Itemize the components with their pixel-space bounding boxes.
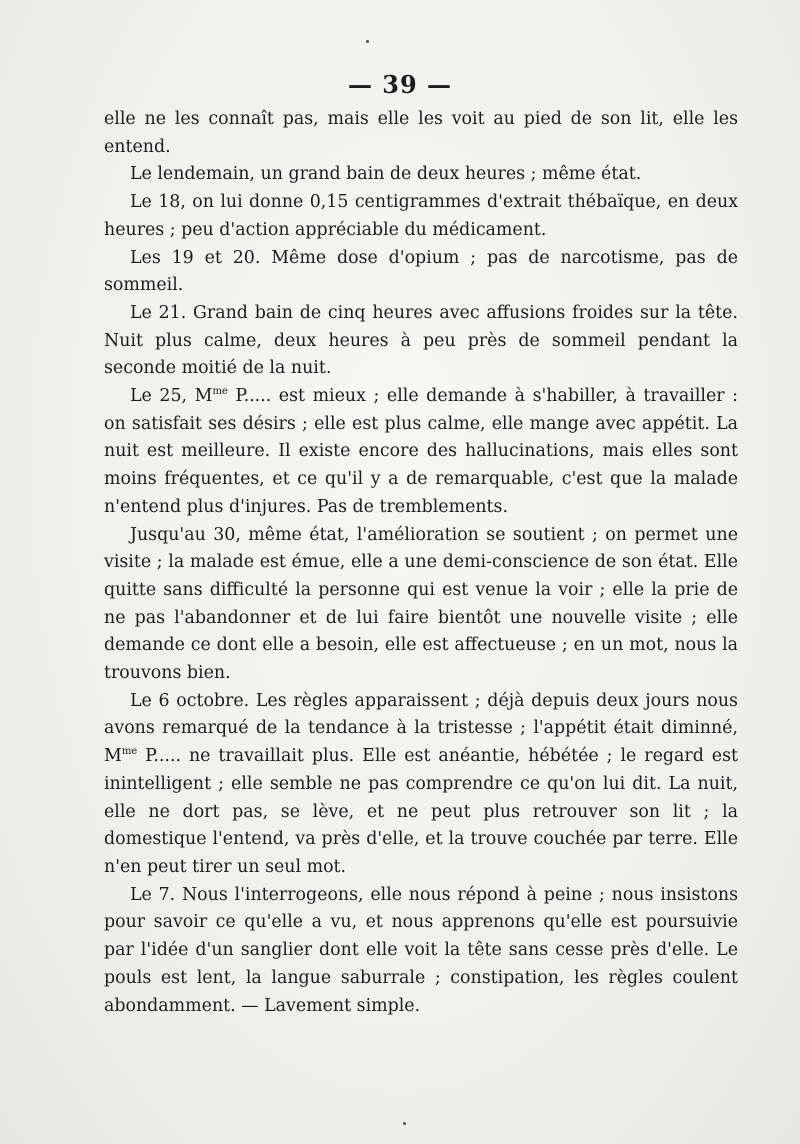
superscript-me: me <box>212 386 228 398</box>
paragraph-lead: Le 25, M <box>130 386 213 407</box>
ink-speck <box>366 40 369 43</box>
paragraph: Le 18, on lui donne 0,15 centigrammes d'extrait thébaïque, en deux heures ; peu d'action appréciable du médicament. <box>104 192 738 240</box>
body-text <box>104 106 738 1020</box>
ink-speck <box>403 1122 406 1125</box>
paragraph-body: P..... ne travaillait plus. Elle est anéantie, hébétée ; le regard est inintelligent ; elle semble ne pas comprendre ce qu'on lui dit. La nuit, elle ne dort pas, se lève, et ne peut plus retrouver son lit ; la domestique l'entend, va près d'elle, et la trouve couchée par terre. Elle n'en peut tirer un seul mot. <box>104 746 738 877</box>
paragraph: Le lendemain, un grand bain de deux heures ; même état. <box>130 164 642 185</box>
paragraph-body: P..... est mieux ; elle demande à s'habiller, à travailler : on satisfait ses désirs ; elle est plus calme, elle mange avec appétit. La nuit est meilleure. Il existe encore des hallucinations, mais elles sont moins fréquentes, et ce qu'il y a de remarquable, c'est que la malade n'entend plus d'injures. Pas de tremblements. <box>104 386 738 517</box>
paragraph <box>104 688 738 882</box>
page-number: — 39 — <box>347 70 453 99</box>
paragraph: Le 21. Grand bain de cinq heures avec affusions froides sur la tête. Nuit plus calme, deux heures à peu près de sommeil pendant la seconde moitié de la nuit. <box>104 302 738 379</box>
paragraph-lead: Le 6 octobre. Les règles apparaissent ; déjà depuis deux jours nous avons remarqué de la tendance à la tristesse ; l'appétit était diminné, M <box>104 690 738 767</box>
paragraph: Jusqu'au 30, même état, l'amélioration se soutient ; on permet une visite ; la malade est émue, elle a une demi-conscience de son état. Elle quitte sans difficulté la personne qui est venue la voir ; elle la prie de ne pas l'abandonner et de lui faire bientôt une nouvelle visite ; elle demande ce dont elle a besoin, elle est affectueuse ; en un mot, nous la trouvons bien. <box>104 524 738 684</box>
paragraph: Les 19 et 20. Même dose d'opium ; pas de narcotisme, pas de sommeil. <box>104 247 738 296</box>
superscript-me: me <box>121 746 138 758</box>
paragraph <box>104 383 738 522</box>
paragraph: Le 7. Nous l'interrogeons, elle nous répond à peine ; nous insistons pour savoir ce qu'elle a vu, et nous apprenons qu'elle est poursuivie par l'idée d'un sanglier dont elle voit la tête sans cesse près d'elle. Le pouls est lent, la langue saburrale ; constipation, les règles coulent abondamment. — Lavement simple. <box>104 884 738 1016</box>
paragraph: elle ne les connaît pas, mais elle les voit au pied de son lit, elle les entend. <box>104 109 738 157</box>
